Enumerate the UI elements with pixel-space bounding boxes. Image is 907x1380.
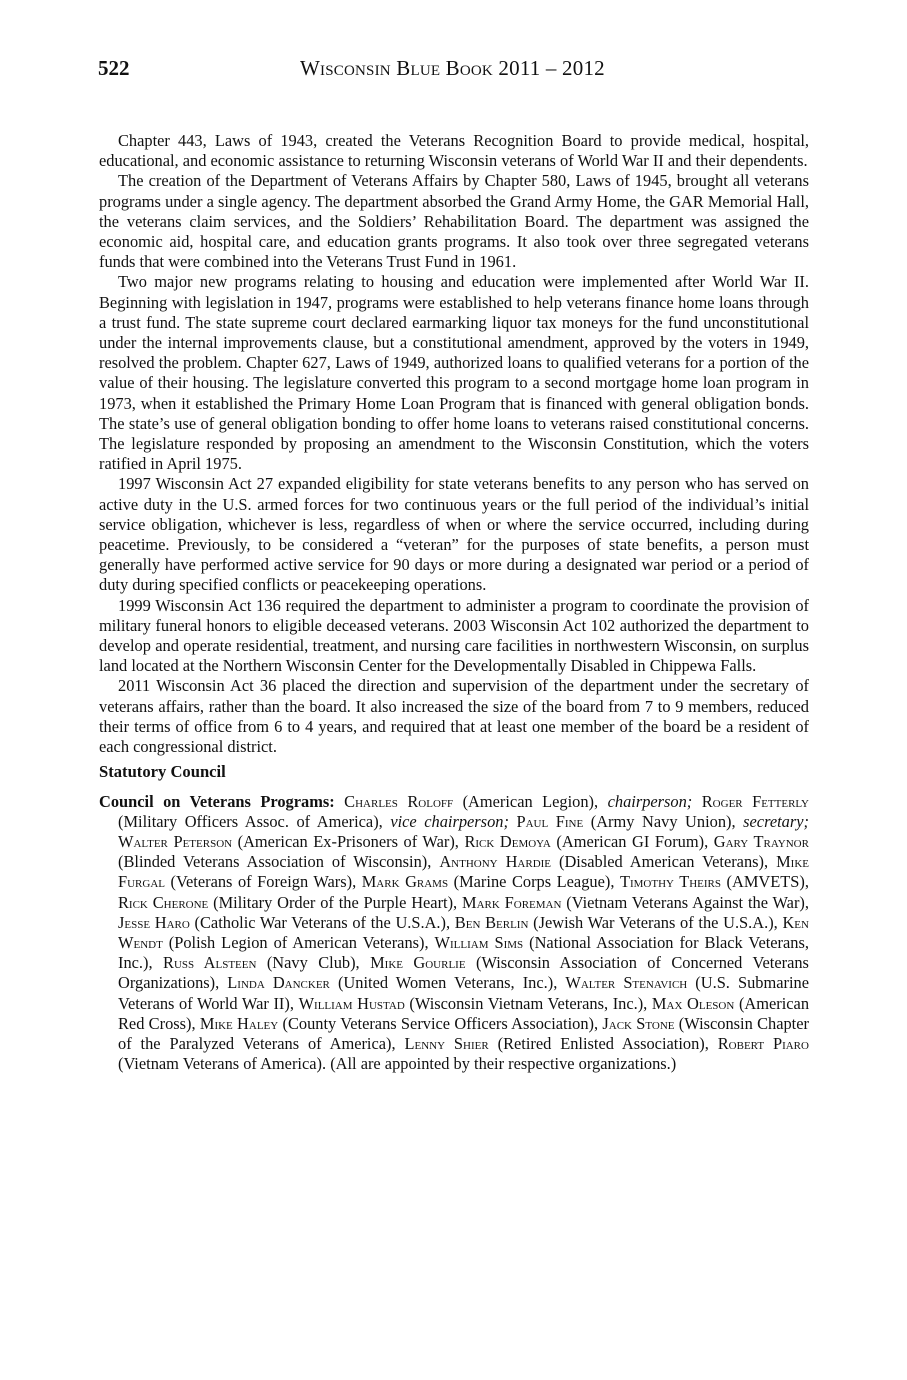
member-name: Walter Stenavich [565, 973, 688, 993]
member-organization: (American Red Cross), [118, 993, 810, 1033]
member-name: Ken Wendt [118, 912, 809, 952]
member-organization: (Navy Club), [266, 953, 360, 973]
member-role: secretary; [743, 811, 809, 831]
member-organization: (Veterans of Foreign Wars), [170, 872, 357, 892]
member-role: chairperson; [607, 791, 693, 811]
member-organization: (AMVETS), [726, 872, 809, 892]
body-paragraph: 1997 Wisconsin Act 27 expanded eligibility for state veterans benefits to any person who has served on active duty in the U.S. armed forces for two continuous years or the full period of the individual’s initial service obligation, whichever is less, regardless of when or where the service occurred, including during peacetime. Previously, to be considered a “veteran” for the purposes of state benefits, a person must generally have performed active service for 90 days or more during a designated war period or a period of duty during specified conflicts or peacekeeping operations. [99, 474, 809, 595]
closing-note: (All are appointed by their respective organizations.) [330, 1054, 677, 1074]
page-number: 522 [98, 56, 130, 80]
member-name: Paul Fine [516, 811, 584, 831]
member-name: Walter Peterson [118, 831, 233, 851]
member-name: William Hustad [298, 993, 405, 1013]
member-organization: (National Association for Black Veterans, Inc.), [118, 932, 809, 973]
member-organization: (Military Order of the Purple Heart), [213, 892, 458, 912]
member-name: Jack Stone [602, 1013, 675, 1033]
member-name: Anthony Hardie [439, 852, 552, 872]
body-paragraph: Chapter 443, Laws of 1943, created the Veterans Recognition Board to provide medical, hospital, educational, and economic assistance to returning Wisconsin veterans of World War II and their dependents. [99, 131, 809, 171]
member-organization: (Wisconsin Vietnam Veterans, Inc.), [409, 993, 648, 1013]
member-name: Gary Traynor [713, 831, 809, 851]
member-name: Mark Grams [361, 872, 449, 892]
member-name: Ben Berlin [454, 912, 529, 932]
member-organization: (Military Officers Assoc. of America) [118, 811, 379, 831]
member-organization: (Marine Corps League), [453, 872, 615, 892]
member-role: vice chairperson; [390, 811, 509, 831]
member-name: Mike Haley [199, 1013, 279, 1033]
member-organization: (Blinded Veterans Association of Wisconsin), [118, 852, 432, 872]
member-organization: (Polish Legion of American Veterans), [168, 932, 429, 952]
member-name: Timothy Theirs [619, 872, 721, 892]
member-organization: (U.S. Submarine Veterans of World War II), [118, 973, 809, 1013]
member-organization: (American Legion) [462, 791, 595, 811]
section-heading: Statutory Council [99, 762, 226, 782]
page-body [99, 131, 809, 1074]
member-name: Mike Furgal [118, 852, 809, 892]
member-organization: (Disabled American Veterans), [559, 852, 769, 872]
body-paragraph: Two major new programs relating to housing and education were implemented after World War II. Beginning with legislation in 1947, programs were established to help veterans finance home loans through a trust fund. The state supreme court declared earmarking liquor tax moneys for the fund unconstitutional under the internal improvements clause, but a constitutional amendment, approved by the voters in 1949, resolved the problem. Chapter 627, Laws of 1949, authorized loans to qualified veterans for a portion of the value of their housing. The legislature converted this program to a second mortgage home loan program in 1973, when it established the Primary Home Loan Program that is financed with general obligation bonds. The state’s use of general obligation bonding to offer home loans to veterans raised constitutional concerns. The legislature responded by proposing an amendment to the Wisconsin Constitution, which the voters ratified in April 1975. [99, 272, 809, 474]
member-name: Robert Piaro [717, 1033, 809, 1053]
body-paragraph: 1999 Wisconsin Act 136 required the department to administer a program to coordinate the provision of military funeral honors to eligible deceased veterans. 2003 Wisconsin Act 102 authorized the department to develop and operate residential, treatment, and nursing care facilities in northwestern Wisconsin, on surplus land located at the Northern Wisconsin Center for the Developmentally Disabled in Chippewa Falls. [99, 595, 809, 676]
body-paragraph: 2011 Wisconsin Act 36 placed the direction and supervision of the department under the secretary of veterans affairs, rather than the board. It also increased the size of the board from 7 to 9 members, reduced their terms of office from 6 to 4 years, and required that at least one member of the board be a resident of each congressional district. [99, 676, 809, 757]
member-organization: (County Veterans Service Officers Association), [282, 1013, 599, 1033]
council-entry: Council on Veterans Programs: Charles Roloff (American Legion), chairperson; Roger Fetterly (Military Officers Assoc. of America), vice chairperson; Paul Fine (Army Navy Union), secretary; Walter Peterson (American Ex-Prisoners of War), Rick Demoya (American GI Forum), Gary Traynor (Blinded Veterans Association of Wisconsin), Anthony Hardie (Disabled American Veterans), Mike Furgal (Veterans of Foreign Wars), Mark Grams (Marine Corps League), Timothy Theirs (AMVETS), Rick Cherone (Military Order of the Purple Heart), Mark Foreman (Vietnam Veterans Against the War), Jesse Haro (Catholic War Veterans of the U.S.A.), Ben Berlin (Jewish War Veterans of the U.S.A.), Ken Wendt (Polish Legion of American Veterans), William Sims (National Association for Black Veterans, Inc.), Russ Alsteen (Navy Club), Mike Gourlie (Wisconsin Association of Concerned Veterans Organizations), Linda Dancker (United Women Veterans, Inc.), Walter Stenavich (U.S. Submarine Veterans of World War II), William Hustad (Wisconsin Vietnam Veterans, Inc.), Max Oleson (American Red Cross), Mike Haley (County Veterans Service Officers Association), Jack Stone (Wisconsin Chapter of the Paralyzed Veterans of America), Lenny Shier (Retired Enlisted Association), Robert Piaro (Vietnam Veterans of America). (All are appointed by their respective organizations.) [99, 791, 810, 1074]
member-organization: (Army Navy Union) [590, 811, 732, 831]
body-paragraph: The creation of the Department of Veterans Affairs by Chapter 580, Laws of 1945, brought all veterans programs under a single agency. The department absorbed the Grand Army Home, the GAR Memorial Hall, the veterans claim services, and the Soldiers’ Rehabilitation Board. The department was assigned the economic aid, hospital care, and education grants programs. It also took over three segregated veterans funds that were combined into the Veterans Trust Fund in 1961. [99, 171, 809, 272]
member-name: Max Oleson [651, 993, 735, 1013]
member-organization: (Catholic War Veterans of the U.S.A.), [194, 912, 451, 932]
member-name: Rick Demoya [464, 831, 551, 851]
member-name: Mike Gourlie [370, 953, 466, 973]
member-organization: (Retired Enlisted Association), [497, 1033, 709, 1053]
member-organization: (Vietnam Veterans Against the War), [566, 892, 809, 912]
running-head [0, 54, 907, 82]
book-title: Wisconsin Blue Book 2011 – 2012 [300, 56, 605, 80]
member-organization: (Jewish War Veterans of the U.S.A.), [533, 912, 778, 932]
member-name: Russ Alsteen [163, 953, 257, 973]
member-organization: (Vietnam Veterans of America). [118, 1054, 327, 1074]
member-organization: (American GI Forum), [556, 831, 709, 851]
council-name: Council on Veterans Programs: [99, 791, 335, 811]
member-name: Roger Fetterly [701, 791, 809, 811]
member-name: William Sims [434, 932, 524, 952]
member-name: Mark Foreman [462, 892, 562, 912]
member-organization: (United Women Veterans, Inc.), [337, 973, 558, 993]
member-name: Jesse Haro [118, 912, 190, 932]
member-name: Linda Dancker [227, 973, 330, 993]
member-organization: (Wisconsin Chapter of the Paralyzed Veterans of America), [118, 1013, 809, 1053]
member-name: Rick Cherone [118, 892, 209, 912]
member-organization: (American Ex-Prisoners of War), [237, 831, 459, 851]
member-organization: (Wisconsin Association of Concerned Veterans Organizations), [118, 953, 809, 993]
member-name: Charles Roloff [344, 791, 454, 811]
member-name: Lenny Shier [404, 1033, 489, 1053]
